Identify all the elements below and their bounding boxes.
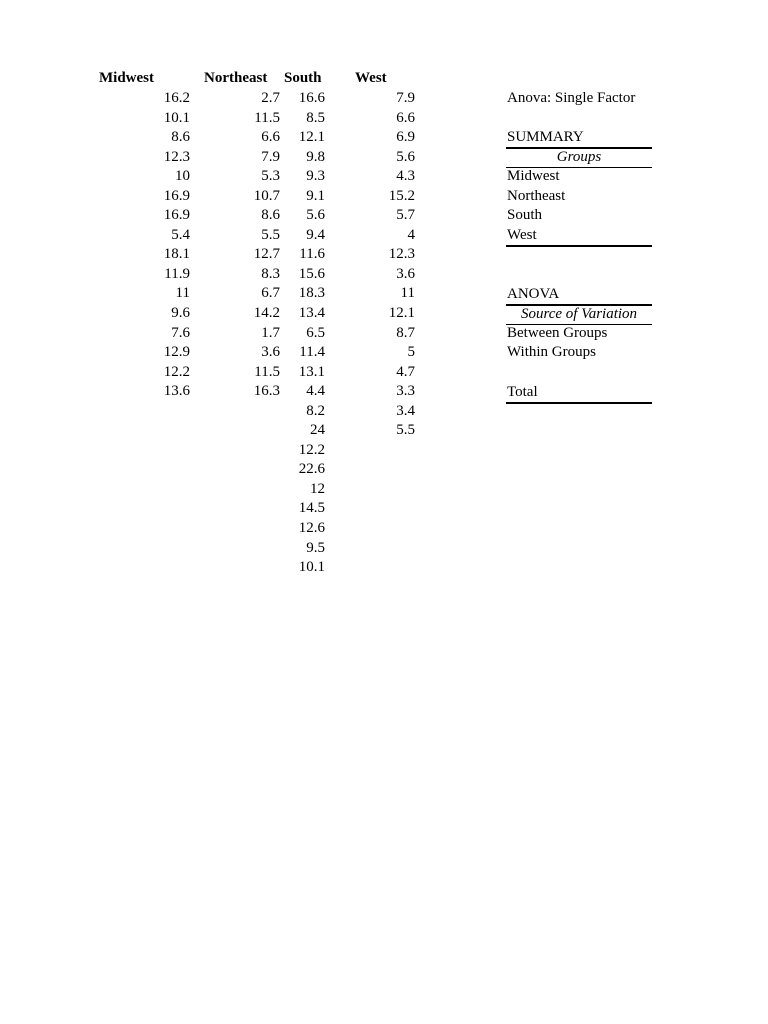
northeast-cell[interactable]: 5.3	[261, 168, 280, 185]
northeast-cell[interactable]: 3.6	[261, 344, 280, 361]
south-cell[interactable]: 16.6	[298, 90, 325, 106]
midwest-cell[interactable]: 8.6	[171, 129, 190, 146]
header-west[interactable]: West	[355, 70, 387, 86]
south-cell[interactable]: 24	[310, 422, 325, 439]
header-northeast[interactable]: Northeast	[204, 70, 268, 86]
west-cell[interactable]: 5	[407, 344, 415, 361]
midwest-cell[interactable]: 16.9	[163, 207, 190, 224]
west-cell[interactable]: 4.7	[396, 363, 415, 380]
west-cell[interactable]: 8.7	[396, 324, 415, 341]
column-midwest	[120, 89, 190, 402]
west-cell[interactable]: 12.1	[388, 305, 415, 322]
total-label[interactable]: Total	[507, 384, 538, 400]
south-cell[interactable]: 15.6	[298, 265, 325, 282]
midwest-cell[interactable]: 10.1	[163, 109, 190, 126]
summary-label[interactable]: SUMMARY	[507, 129, 584, 145]
anova-label[interactable]: ANOVA	[507, 286, 560, 302]
west-cell[interactable]: 11	[400, 285, 415, 302]
midwest-cell[interactable]: 12.9	[163, 344, 190, 361]
group-midwest[interactable]: Midwest	[507, 168, 560, 184]
summary-bottom-rule	[506, 245, 652, 247]
midwest-cell[interactable]: 18.1	[163, 246, 190, 263]
west-cell[interactable]: 3.3	[396, 383, 415, 400]
south-cell[interactable]: 4.4	[306, 383, 325, 400]
south-cell[interactable]: 13.1	[298, 363, 325, 380]
anova-title[interactable]: Anova: Single Factor	[507, 90, 636, 106]
south-cell[interactable]: 22.6	[298, 461, 325, 478]
south-cell[interactable]: 11.4	[299, 344, 325, 361]
northeast-cell[interactable]: 11.5	[254, 109, 280, 126]
northeast-cell[interactable]: 7.9	[261, 148, 280, 165]
northeast-cell[interactable]: 8.6	[261, 207, 280, 224]
group-west[interactable]: West	[507, 227, 537, 243]
south-cell[interactable]: 6.5	[306, 324, 325, 341]
west-cell[interactable]: 12.3	[388, 246, 415, 263]
northeast-cell[interactable]: 8.3	[261, 265, 280, 282]
west-cell[interactable]: 5.6	[396, 148, 415, 165]
midwest-cell[interactable]: 5.4	[171, 226, 190, 243]
midwest-cell[interactable]: 12.2	[163, 363, 190, 380]
west-cell[interactable]: 3.4	[396, 402, 415, 419]
midwest-cell[interactable]: 10	[175, 168, 190, 185]
west-cell[interactable]: 15.2	[388, 187, 415, 204]
midwest-cell[interactable]: 9.6	[171, 305, 190, 322]
midwest-cell[interactable]: 13.6	[163, 383, 190, 400]
between-groups-label[interactable]: Between Groups	[507, 325, 608, 341]
midwest-cell[interactable]: 16.9	[163, 187, 190, 204]
midwest-cell[interactable]: 7.6	[171, 324, 190, 341]
northeast-cell[interactable]: 1.7	[261, 324, 280, 341]
west-cell[interactable]: 3.6	[396, 265, 415, 282]
total-bottom-rule	[506, 402, 652, 404]
south-cell[interactable]: 18.3	[298, 285, 325, 302]
northeast-cell[interactable]: 2.7	[261, 90, 280, 106]
south-cell[interactable]: 11.6	[299, 246, 325, 263]
column-west	[345, 89, 415, 441]
south-cell[interactable]: 9.3	[306, 168, 325, 185]
west-cell[interactable]: 4	[407, 226, 415, 243]
west-cell[interactable]: 4.3	[396, 168, 415, 185]
south-cell[interactable]: 9.1	[306, 187, 325, 204]
group-northeast[interactable]: Northeast	[507, 188, 566, 204]
northeast-cell[interactable]: 11.5	[254, 363, 280, 380]
south-cell[interactable]: 12.1	[298, 129, 325, 146]
northeast-cell[interactable]: 10.7	[253, 187, 280, 204]
west-cell[interactable]: 6.9	[396, 129, 415, 146]
south-cell[interactable]: 9.8	[306, 148, 325, 165]
midwest-cell[interactable]: 11	[175, 285, 190, 302]
source-of-variation-header[interactable]: Source of Variation	[520, 306, 638, 322]
northeast-cell[interactable]: 5.5	[261, 226, 280, 243]
south-cell[interactable]: 8.5	[306, 109, 325, 126]
west-cell[interactable]: 6.6	[396, 109, 415, 126]
header-south[interactable]: South	[284, 70, 322, 86]
northeast-cell[interactable]: 12.7	[253, 246, 280, 263]
west-cell[interactable]: 5.5	[396, 422, 415, 439]
south-cell[interactable]: 12.2	[298, 441, 325, 458]
midwest-cell[interactable]: 11.9	[164, 265, 190, 282]
northeast-cell[interactable]: 6.7	[261, 285, 280, 302]
column-northeast	[210, 89, 280, 402]
south-cell[interactable]: 12.6	[298, 520, 325, 537]
south-cell[interactable]: 5.6	[306, 207, 325, 224]
northeast-cell[interactable]: 16.3	[253, 383, 280, 400]
south-cell[interactable]: 10.1	[298, 559, 325, 576]
south-cell[interactable]: 14.5	[298, 500, 325, 517]
northeast-cell[interactable]: 14.2	[253, 305, 280, 322]
south-cell[interactable]: 9.4	[306, 226, 325, 243]
column-south	[280, 89, 325, 578]
northeast-cell[interactable]: 6.6	[261, 129, 280, 146]
midwest-cell[interactable]: 16.2	[163, 90, 190, 106]
within-groups-label[interactable]: Within Groups	[507, 344, 596, 360]
groups-header[interactable]: Groups	[556, 149, 602, 165]
midwest-cell[interactable]: 12.3	[163, 148, 190, 165]
south-cell[interactable]: 9.5	[306, 539, 325, 556]
south-cell[interactable]: 13.4	[298, 305, 325, 322]
group-south[interactable]: South	[507, 207, 543, 223]
west-cell[interactable]: 7.9	[396, 90, 415, 106]
header-midwest[interactable]: Midwest	[99, 70, 154, 86]
west-cell[interactable]: 5.7	[396, 207, 415, 224]
south-cell[interactable]: 12	[310, 480, 325, 497]
south-cell[interactable]: 8.2	[306, 402, 325, 419]
